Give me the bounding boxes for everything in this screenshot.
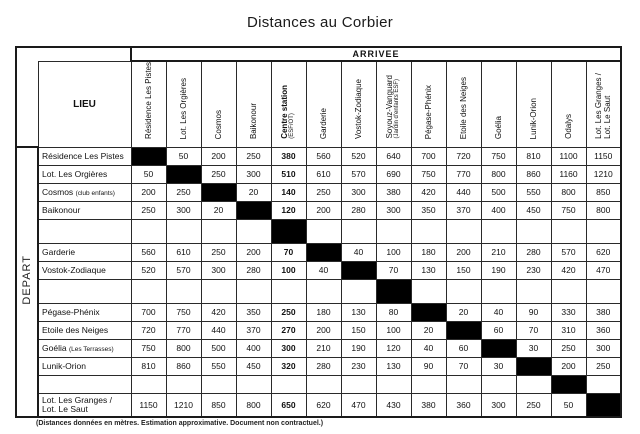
distance-cell: 150 bbox=[341, 321, 376, 339]
distance-cell: 380 bbox=[131, 219, 166, 243]
table-row bbox=[16, 219, 621, 243]
distance-cell: 20 bbox=[411, 321, 446, 339]
distance-cell: 300 bbox=[236, 279, 271, 303]
row-label: Lot. Les Granges / Lot. Le Saut bbox=[38, 393, 131, 417]
distance-cell: 60 bbox=[446, 339, 481, 357]
distance-cell: 700 bbox=[411, 147, 446, 165]
distance-cell: 510 bbox=[166, 219, 201, 243]
row-label: Etoile des Neiges bbox=[38, 321, 131, 339]
distance-cell: 750 bbox=[481, 147, 516, 165]
diagonal-cell bbox=[411, 303, 446, 321]
distance-cell: 250 bbox=[201, 165, 236, 183]
distance-cell: 300 bbox=[376, 201, 411, 219]
distance-cell: 140 bbox=[201, 219, 236, 243]
distance-cell: 250 bbox=[516, 393, 551, 417]
lieu-header: LIEU bbox=[38, 61, 131, 147]
distance-cell: 380 bbox=[376, 375, 411, 393]
arrivee-header-row bbox=[16, 47, 621, 61]
distance-cell: 370 bbox=[236, 321, 271, 339]
distance-cell: 140 bbox=[271, 183, 306, 201]
distance-cell: 420 bbox=[551, 261, 586, 279]
distance-cell: 1160 bbox=[551, 165, 586, 183]
col-header-text: Baikonour bbox=[248, 102, 258, 139]
distance-cell: 310 bbox=[446, 375, 481, 393]
distance-cell: 120 bbox=[376, 339, 411, 357]
distance-cell: 350 bbox=[411, 201, 446, 219]
distance-cell: 40 bbox=[411, 339, 446, 357]
distance-cell: 180 bbox=[411, 243, 446, 261]
distance-cell: 1210 bbox=[166, 393, 201, 417]
distance-cell: 250 bbox=[481, 375, 516, 393]
diagonal-cell bbox=[481, 339, 516, 357]
distance-cell: 190 bbox=[341, 339, 376, 357]
distance-cell: 690 bbox=[376, 165, 411, 183]
table-row bbox=[16, 321, 621, 339]
diagonal-cell bbox=[131, 147, 166, 165]
distance-cell: 560 bbox=[131, 243, 166, 261]
distance-cell: 300 bbox=[341, 183, 376, 201]
distance-cell: 700 bbox=[131, 303, 166, 321]
distance-cell: 100 bbox=[376, 243, 411, 261]
row-label: Pégase-Phénix bbox=[38, 303, 131, 321]
distance-cell: 200 bbox=[236, 243, 271, 261]
distance-cell: 50 bbox=[551, 393, 586, 417]
distance-cell: 330 bbox=[551, 303, 586, 321]
distance-cell: 70 bbox=[516, 321, 551, 339]
distance-cell: 70 bbox=[376, 261, 411, 279]
table-row bbox=[16, 201, 621, 219]
distance-cell: 100 bbox=[271, 261, 306, 279]
distance-cell: 200 bbox=[446, 243, 481, 261]
distance-cell: 470 bbox=[341, 393, 376, 417]
distance-cell: 800 bbox=[481, 165, 516, 183]
col-header-text: Centre station (ESF/OT) bbox=[280, 85, 296, 139]
col-header bbox=[446, 61, 481, 147]
col-header bbox=[411, 61, 446, 147]
distance-cell: 250 bbox=[236, 147, 271, 165]
table-row bbox=[16, 393, 621, 417]
distance-cell: 90 bbox=[516, 303, 551, 321]
distance-cell: 300 bbox=[481, 219, 516, 243]
col-header-text: Vostok-Zodiaque bbox=[353, 78, 363, 139]
distance-cell: 300 bbox=[481, 393, 516, 417]
distance-cell: 430 bbox=[586, 279, 621, 303]
distance-cell: 770 bbox=[166, 321, 201, 339]
distance-cell: 720 bbox=[131, 321, 166, 339]
distance-cell: 550 bbox=[516, 183, 551, 201]
distance-cell: 70 bbox=[271, 243, 306, 261]
distance-cell: 70 bbox=[341, 279, 376, 303]
col-header-text: Cosmos bbox=[213, 109, 223, 139]
distance-cell: 450 bbox=[236, 357, 271, 375]
distance-cell: 860 bbox=[166, 357, 201, 375]
diagonal-cell bbox=[516, 357, 551, 375]
distance-cell: 300 bbox=[271, 339, 306, 357]
distance-cell: 130 bbox=[341, 303, 376, 321]
distance-cell: 210 bbox=[306, 339, 341, 357]
distance-cell: 190 bbox=[376, 219, 411, 243]
distance-cell: 440 bbox=[201, 321, 236, 339]
distance-cell: 40 bbox=[306, 261, 341, 279]
distance-cell: 370 bbox=[446, 201, 481, 219]
distance-cell: 750 bbox=[131, 339, 166, 357]
distance-cell: 800 bbox=[166, 339, 201, 357]
distance-cell: 280 bbox=[341, 201, 376, 219]
distance-cell: 860 bbox=[516, 165, 551, 183]
table-row bbox=[16, 375, 621, 393]
distance-cell: 20 bbox=[201, 201, 236, 219]
distance-cell: 380 bbox=[551, 279, 586, 303]
distance-cell: 200 bbox=[516, 375, 551, 393]
distance-cell: 1100 bbox=[131, 375, 166, 393]
col-header bbox=[236, 61, 271, 147]
distance-cell: 230 bbox=[516, 261, 551, 279]
distance-cell: 360 bbox=[586, 321, 621, 339]
distance-cell: 200 bbox=[131, 183, 166, 201]
diagonal-cell bbox=[271, 219, 306, 243]
distance-cell: 210 bbox=[481, 243, 516, 261]
distance-cell: 180 bbox=[306, 303, 341, 321]
distance-cell: 500 bbox=[201, 339, 236, 357]
distance-cell: 850 bbox=[201, 393, 236, 417]
distance-cell: 60 bbox=[481, 321, 516, 339]
distance-cell: 620 bbox=[306, 393, 341, 417]
distance-cell: 270 bbox=[446, 219, 481, 243]
distance-cell: 300 bbox=[586, 339, 621, 357]
distance-cell: 750 bbox=[166, 303, 201, 321]
row-label: Soyouz-Vanguard (Jardin d'enfants ESF) bbox=[38, 279, 131, 303]
depart-header-text: DEPART bbox=[21, 255, 33, 305]
table-row bbox=[16, 261, 621, 279]
col-header-text: Goélia bbox=[493, 115, 503, 139]
distance-cell: 120 bbox=[236, 219, 271, 243]
distance-cell: 50 bbox=[131, 165, 166, 183]
distance-cell: 40 bbox=[481, 303, 516, 321]
distance-cell: 1150 bbox=[586, 147, 621, 165]
row-label: Odalys (Les Alpages) bbox=[38, 375, 131, 393]
distance-cell: 420 bbox=[411, 183, 446, 201]
distance-cell: 200 bbox=[201, 147, 236, 165]
distance-cell: 850 bbox=[586, 183, 621, 201]
distance-cell: 120 bbox=[481, 279, 516, 303]
diagonal-cell bbox=[586, 393, 621, 417]
distance-cell: 280 bbox=[306, 357, 341, 375]
distance-cell: 520 bbox=[341, 147, 376, 165]
distance-cell: 70 bbox=[446, 357, 481, 375]
distance-cell: 560 bbox=[306, 147, 341, 165]
band-blank bbox=[16, 61, 38, 147]
distance-cell: 250 bbox=[271, 303, 306, 321]
col-header bbox=[516, 61, 551, 147]
table-row bbox=[16, 165, 621, 183]
distance-cell: 280 bbox=[236, 261, 271, 279]
diagonal-cell bbox=[446, 321, 481, 339]
col-header bbox=[271, 61, 306, 147]
depart-header bbox=[16, 147, 38, 417]
distance-cell: 470 bbox=[586, 261, 621, 279]
distance-cell: 570 bbox=[341, 165, 376, 183]
col-header bbox=[131, 61, 166, 147]
diagonal-cell bbox=[376, 279, 411, 303]
distance-cell: 250 bbox=[551, 339, 586, 357]
distance-cell: 20 bbox=[236, 183, 271, 201]
table-row bbox=[16, 279, 621, 303]
distance-cell: 250 bbox=[131, 201, 166, 219]
distance-cell: 310 bbox=[551, 321, 586, 339]
distance-cell: 800 bbox=[236, 375, 271, 393]
distance-cell: 20 bbox=[446, 303, 481, 321]
col-header bbox=[341, 61, 376, 147]
distance-cell: 50 bbox=[586, 375, 621, 393]
row-label: Vostok-Zodiaque bbox=[38, 261, 131, 279]
distance-cell: 100 bbox=[446, 279, 481, 303]
distance-cell: 810 bbox=[516, 147, 551, 165]
distance-cell: 800 bbox=[586, 201, 621, 219]
distance-cell: 190 bbox=[481, 261, 516, 279]
page-title: Distances au Corbier bbox=[246, 14, 394, 31]
diagonal-cell bbox=[166, 165, 201, 183]
distance-cell: 190 bbox=[271, 279, 306, 303]
distance-cell: 610 bbox=[166, 243, 201, 261]
distance-cell: 620 bbox=[586, 243, 621, 261]
distance-cell: 250 bbox=[166, 183, 201, 201]
distance-cell: 230 bbox=[341, 357, 376, 375]
col-header-text: Lunik-Orion bbox=[528, 97, 538, 139]
table-row bbox=[16, 183, 621, 201]
row-label: Cosmos (club enfants) bbox=[38, 183, 131, 201]
distance-cell: 250 bbox=[306, 183, 341, 201]
distance-cell: 380 bbox=[201, 279, 236, 303]
distance-cell: 130 bbox=[516, 279, 551, 303]
col-header-text: Résidence Les Pistes bbox=[143, 62, 153, 139]
distance-cell: 100 bbox=[306, 279, 341, 303]
distance-cell: 150 bbox=[446, 261, 481, 279]
distance-cell: 800 bbox=[551, 183, 586, 201]
table-row bbox=[16, 243, 621, 261]
distance-cell: 400 bbox=[481, 201, 516, 219]
distance-cell: 200 bbox=[306, 201, 341, 219]
col-header-text: Garderie bbox=[318, 107, 328, 139]
col-header bbox=[586, 61, 621, 147]
col-header-text: Lot. Les Orgières bbox=[178, 77, 188, 139]
distance-cell: 440 bbox=[446, 183, 481, 201]
distance-cell: 720 bbox=[446, 147, 481, 165]
distance-cell: 640 bbox=[131, 279, 166, 303]
col-header bbox=[166, 61, 201, 147]
distance-cell: 380 bbox=[586, 303, 621, 321]
distance-cell: 300 bbox=[166, 201, 201, 219]
col-header-text: Soyouz-Vanguard (Jardin d'enfants ESF) bbox=[385, 75, 401, 139]
distance-cell: 330 bbox=[411, 375, 446, 393]
table-row bbox=[16, 339, 621, 357]
distance-cell: 1150 bbox=[131, 393, 166, 417]
distance-cell: 640 bbox=[376, 147, 411, 165]
distance-cell: 320 bbox=[271, 357, 306, 375]
distance-cell: 610 bbox=[306, 165, 341, 183]
distance-cell: 1210 bbox=[586, 165, 621, 183]
table-row bbox=[16, 303, 621, 321]
distance-cell: 100 bbox=[376, 321, 411, 339]
distance-cell: 300 bbox=[236, 165, 271, 183]
col-header bbox=[376, 61, 411, 147]
distance-cell: 520 bbox=[131, 261, 166, 279]
row-label: Lunik-Orion bbox=[38, 357, 131, 375]
row-label: Résidence Les Pistes bbox=[38, 147, 131, 165]
distance-cell: 750 bbox=[551, 201, 586, 219]
distance-cell: 30 bbox=[481, 357, 516, 375]
distance-cell: 200 bbox=[551, 357, 586, 375]
distance-cell: 130 bbox=[376, 357, 411, 375]
distance-cell: 90 bbox=[411, 357, 446, 375]
col-header bbox=[306, 61, 341, 147]
row-label: Lot. Les Orgières bbox=[38, 165, 131, 183]
column-header-row bbox=[16, 61, 621, 147]
table-row bbox=[16, 357, 621, 375]
distance-cell: 400 bbox=[236, 339, 271, 357]
footnote: (Distances données en mètres. Estimation approximative. Document non contractuel.) bbox=[36, 420, 324, 427]
distance-cell: 420 bbox=[341, 375, 376, 393]
distance-cell: 570 bbox=[306, 375, 341, 393]
distance-cell: 420 bbox=[201, 303, 236, 321]
distance-cell: 430 bbox=[376, 393, 411, 417]
col-header-text: Etoile des Neiges bbox=[458, 76, 468, 139]
distance-cell: 1100 bbox=[551, 147, 586, 165]
distance-cell: 380 bbox=[271, 147, 306, 165]
row-label: Centre station (ESF/OT) bbox=[38, 219, 131, 243]
arrivee-header: ARRIVEE bbox=[131, 47, 621, 61]
distance-cell: 300 bbox=[201, 261, 236, 279]
distance-cell: 770 bbox=[446, 165, 481, 183]
distance-cell: 250 bbox=[411, 219, 446, 243]
distance-cell: 30 bbox=[516, 339, 551, 357]
distance-cell: 120 bbox=[271, 201, 306, 219]
corner-blank bbox=[16, 47, 131, 61]
distance-cell: 690 bbox=[166, 279, 201, 303]
distance-cell: 50 bbox=[166, 147, 201, 165]
col-header-text: Lot. Les Granges / Lot. Le Saut bbox=[594, 73, 613, 139]
distance-cell: 70 bbox=[306, 219, 341, 243]
distance-cell: 750 bbox=[411, 165, 446, 183]
distance-cell: 600 bbox=[271, 375, 306, 393]
diagonal-cell bbox=[551, 375, 586, 393]
table-row bbox=[16, 147, 621, 165]
distance-cell: 510 bbox=[271, 165, 306, 183]
distance-cell: 650 bbox=[271, 393, 306, 417]
distance-cell: 80 bbox=[411, 279, 446, 303]
col-header bbox=[551, 61, 586, 147]
diagonal-cell bbox=[236, 201, 271, 219]
distance-cell: 250 bbox=[586, 357, 621, 375]
diagonal-cell bbox=[201, 183, 236, 201]
distance-cell: 380 bbox=[376, 183, 411, 201]
diagonal-cell bbox=[341, 261, 376, 279]
distance-cell: 500 bbox=[481, 183, 516, 201]
distance-cell: 280 bbox=[516, 243, 551, 261]
col-header-text: Pégase-Phénix bbox=[423, 84, 433, 139]
distance-cell: 450 bbox=[516, 201, 551, 219]
col-header bbox=[481, 61, 516, 147]
distance-cell: 360 bbox=[446, 393, 481, 417]
distance-cell: 1160 bbox=[166, 375, 201, 393]
distance-cell: 800 bbox=[236, 393, 271, 417]
distance-cell: 320 bbox=[516, 219, 551, 243]
row-label: Baikonour bbox=[38, 201, 131, 219]
col-header bbox=[201, 61, 236, 147]
distance-cell: 200 bbox=[306, 321, 341, 339]
distance-cell: 570 bbox=[551, 243, 586, 261]
distance-cell: 250 bbox=[201, 243, 236, 261]
distance-cell: 380 bbox=[411, 393, 446, 417]
distance-cell: 100 bbox=[341, 219, 376, 243]
distance-cell: 350 bbox=[236, 303, 271, 321]
distance-cell: 40 bbox=[341, 243, 376, 261]
distance-table bbox=[15, 46, 622, 418]
row-label: Goélia (Les Terrasses) bbox=[38, 339, 131, 357]
distance-cell: 80 bbox=[376, 303, 411, 321]
distance-cell: 750 bbox=[201, 375, 236, 393]
distance-matrix-table bbox=[15, 46, 622, 418]
diagonal-cell bbox=[306, 243, 341, 261]
distance-cell: 570 bbox=[166, 261, 201, 279]
distance-cell: 130 bbox=[411, 261, 446, 279]
col-header-text: Odalys bbox=[563, 114, 573, 139]
distance-cell: 550 bbox=[201, 357, 236, 375]
distance-cell: 810 bbox=[131, 357, 166, 375]
distance-cell: 600 bbox=[551, 219, 586, 243]
row-label: Garderie bbox=[38, 243, 131, 261]
distance-cell: 270 bbox=[271, 321, 306, 339]
distance-cell: 650 bbox=[586, 219, 621, 243]
